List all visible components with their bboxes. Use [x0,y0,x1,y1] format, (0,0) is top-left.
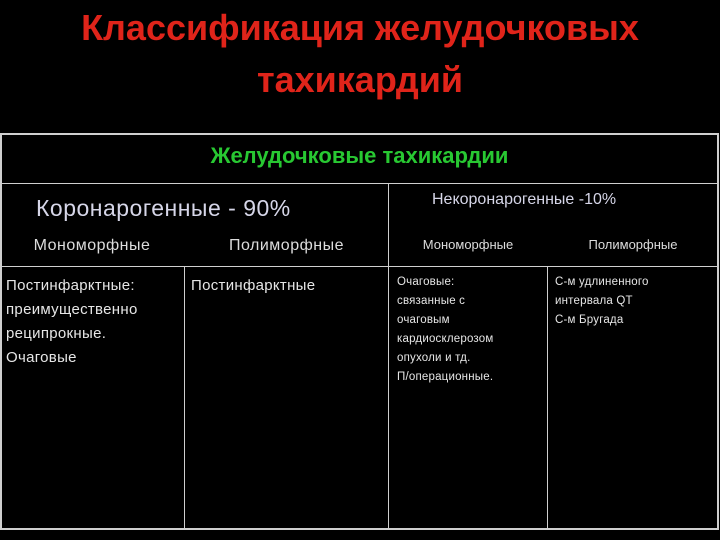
title-line-2: тахикардий [256,59,464,100]
divider-header [0,183,719,184]
cell-line: преимущественно [6,301,138,318]
classification-table [0,133,719,530]
cell-line: опухоли и тд. [397,352,471,364]
cell-line: С-м Бругада [555,314,624,326]
table-border-right [717,133,719,530]
table-border-bottom [0,528,719,530]
cell-line: П/операционные. [397,371,494,383]
subheader-polymorphic-2: Полиморфные [588,237,678,252]
subheader-monomorphic-2: Мономорфные [422,237,514,252]
group-coronary: Коронарогенные - 90% [36,195,291,221]
cell-line: Очаговые [6,349,77,366]
subheader-monomorphic-1: Мономорфные [33,237,151,254]
table-border-top [0,133,719,135]
divider-group [388,183,389,530]
title-line-1: Классификация желудочковых [81,7,639,48]
cell-line: очаговым [397,314,450,326]
table-header: Желудочковые тахикардии [210,143,509,168]
divider-col-1 [184,266,185,530]
divider-subheader [0,266,719,267]
cell-line: интервала QT [555,295,633,307]
subheader-polymorphic-1: Полиморфные [228,237,344,254]
cell-line: С-м удлиненного [555,276,649,288]
cell-coronary-monomorphic [6,274,182,370]
cell-coronary-polymorphic [191,274,386,298]
cell-line: кардиосклерозом [397,333,494,345]
table-border-left [0,133,2,530]
cell-noncoronary-monomorphic [397,273,545,387]
divider-col-3 [547,266,548,530]
cell-line: Постинфарктные: [6,277,135,294]
cell-noncoronary-polymorphic [555,273,715,330]
slide-title [0,2,720,106]
cell-line: Очаговые: [397,276,455,288]
cell-line: реципрокные. [6,325,107,342]
cell-line: связанные с [397,295,466,307]
cell-line: Постинфарктные [191,277,316,294]
group-noncoronary: Некоронарогенные -10% [432,191,617,208]
